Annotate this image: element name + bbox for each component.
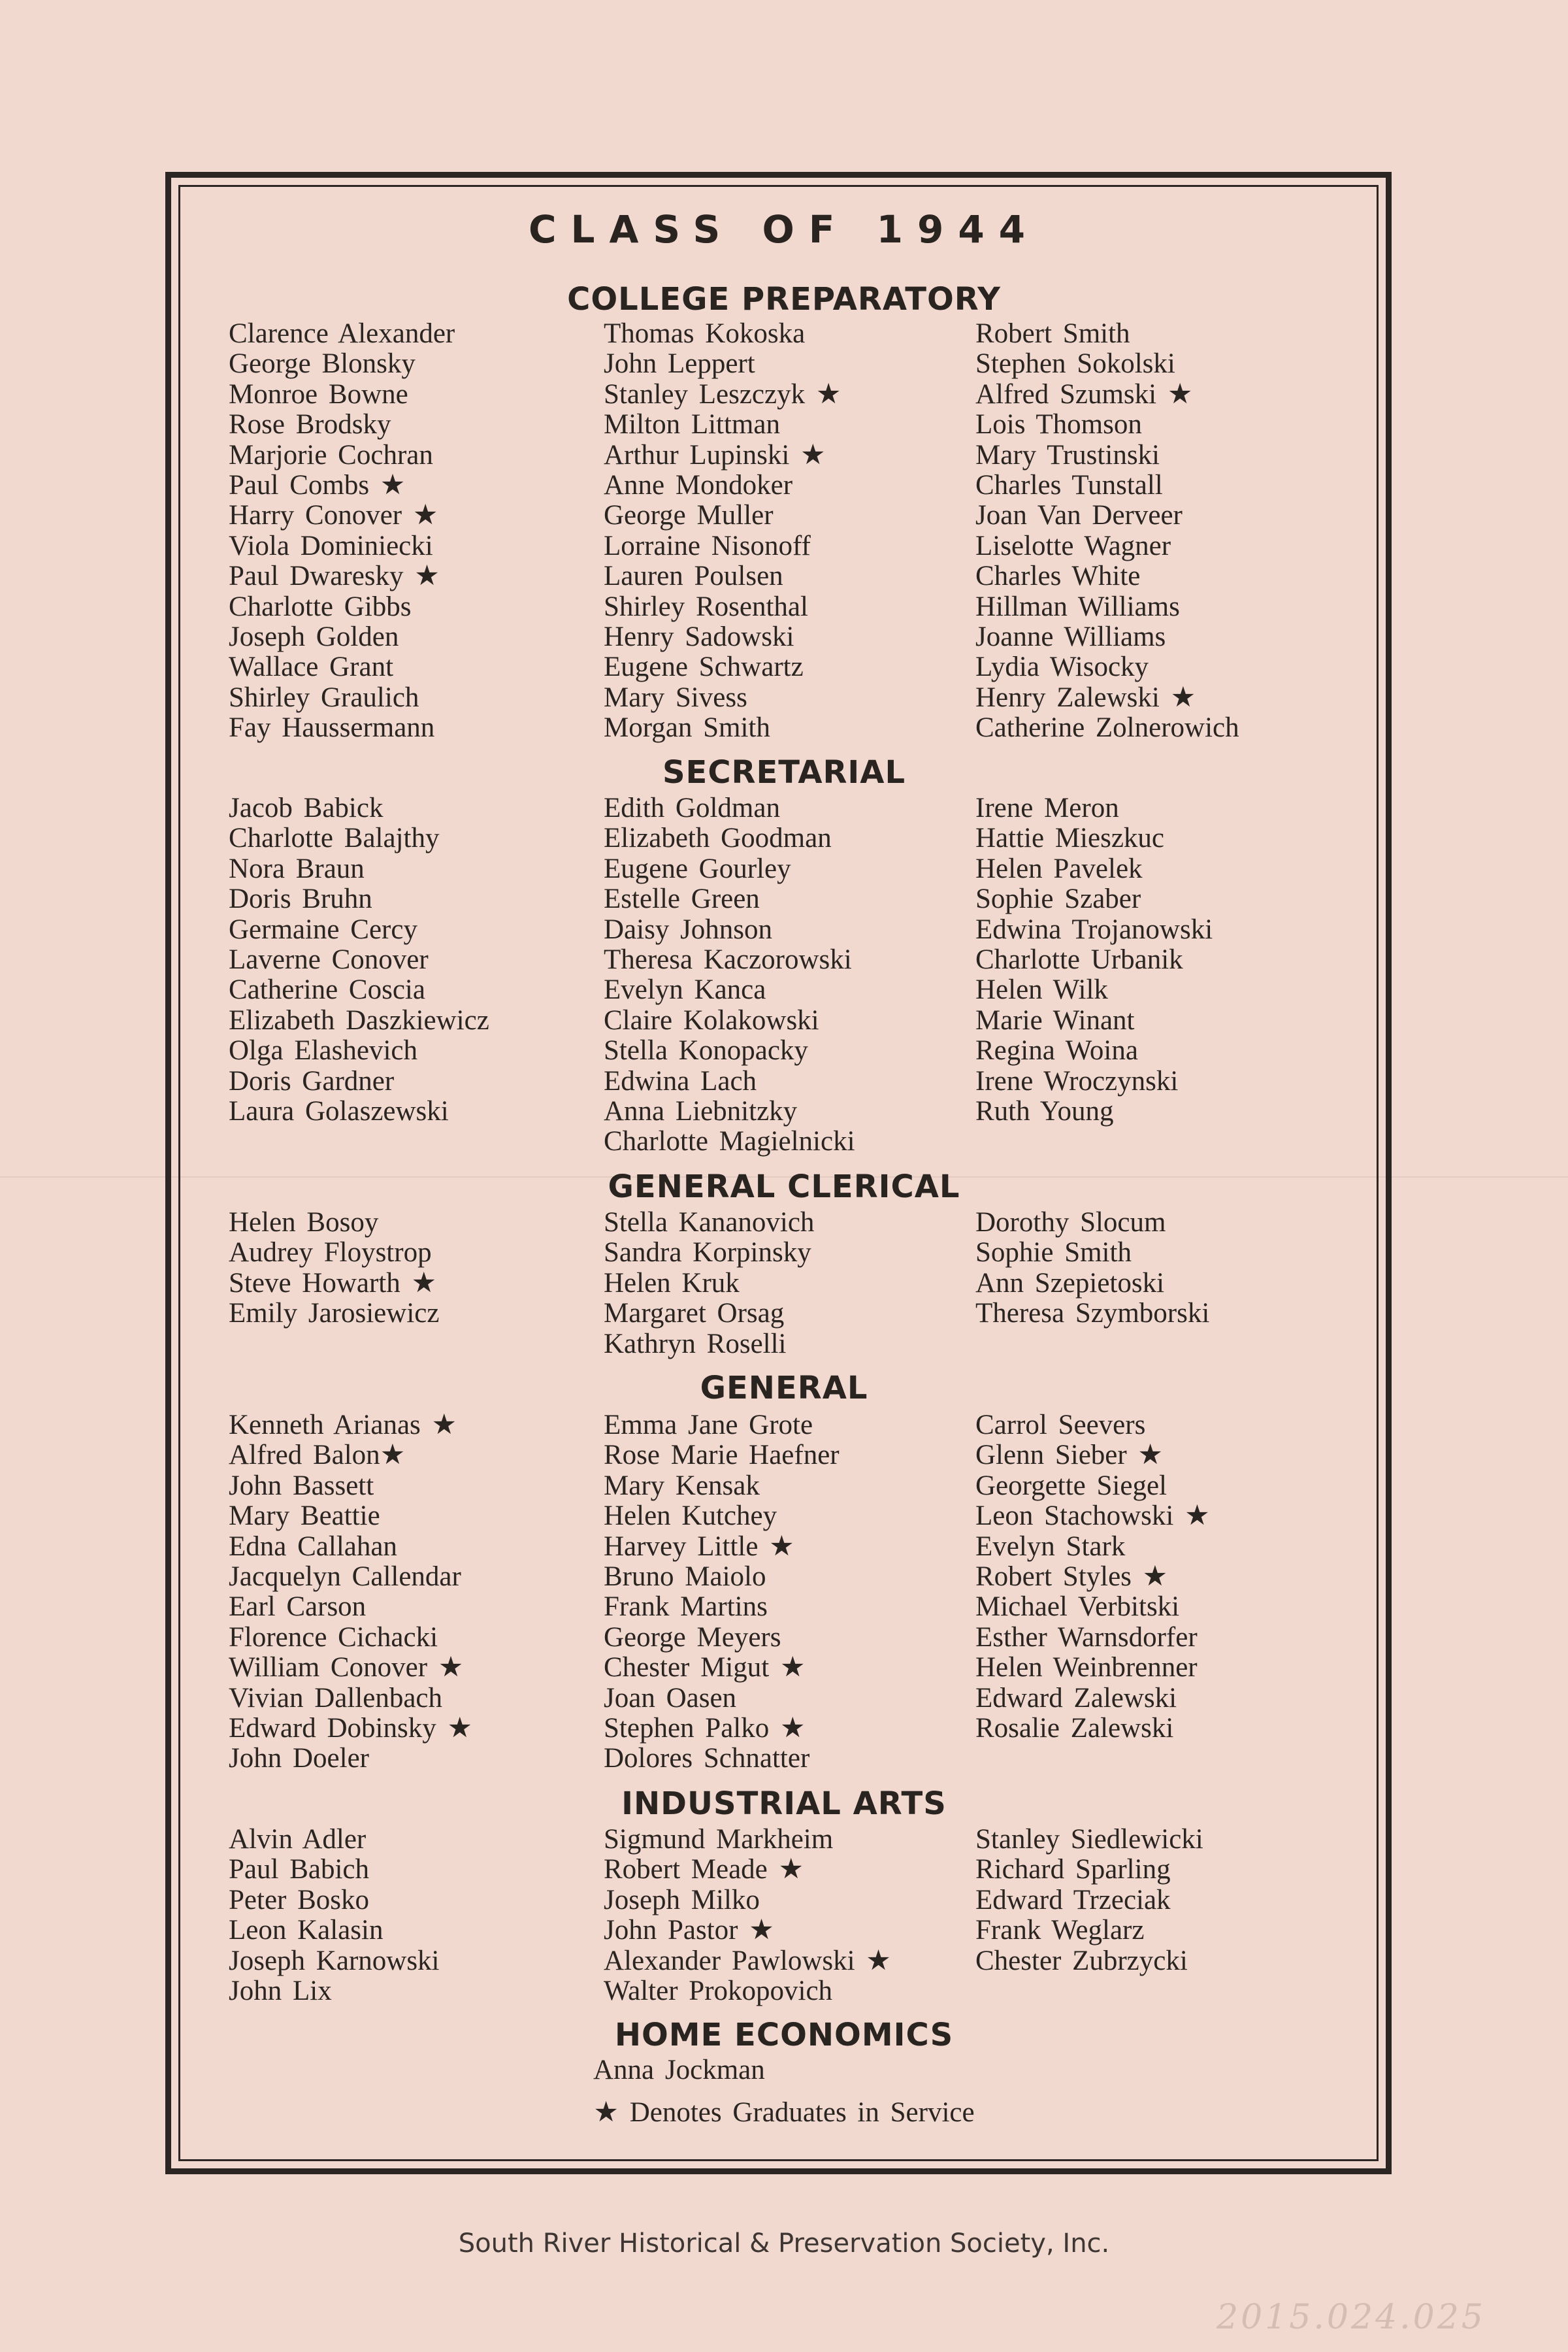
graduate-name: Robert Meade ★ bbox=[604, 1854, 804, 1885]
graduate-name: Edna Callahan bbox=[229, 1531, 397, 1562]
graduate-name: Lois Thomson bbox=[975, 409, 1142, 440]
name-list bbox=[593, 2055, 765, 2085]
name-list bbox=[975, 319, 1239, 743]
graduate-name: George Blonsky bbox=[229, 348, 416, 380]
graduate-name: Esther Warnsdorfer bbox=[975, 1621, 1198, 1653]
graduate-name: Margaret Orsag bbox=[604, 1298, 785, 1329]
graduate-name: Claire Kolakowski bbox=[604, 1004, 819, 1036]
graduate-name: Elizabeth Goodman bbox=[604, 823, 832, 854]
graduate-name: Frank Martins bbox=[604, 1591, 768, 1623]
graduate-name: Laura Golaszewski bbox=[229, 1095, 449, 1127]
graduate-name: Carrol Seevers bbox=[975, 1410, 1146, 1440]
graduate-name: Henry Sadowski bbox=[604, 621, 794, 652]
section-heading-home-economics: HOME ECONOMICS bbox=[614, 2017, 954, 2053]
graduate-name: Ann Szepietoski bbox=[975, 1267, 1165, 1299]
graduate-name: Catherine Coscia bbox=[229, 974, 425, 1006]
graduate-name: Anna Jockman bbox=[593, 2055, 765, 2085]
graduate-name: George Muller bbox=[604, 500, 774, 531]
graduate-name: Alvin Adler bbox=[229, 1824, 367, 1855]
graduate-name: Shirley Graulich bbox=[229, 682, 419, 713]
graduate-name: Georgette Siegel bbox=[975, 1470, 1167, 1501]
graduate-name: John Lix bbox=[229, 1975, 332, 2006]
page-title: CLASS OF 1944 bbox=[528, 207, 1040, 252]
graduate-name: Charlotte Balajthy bbox=[229, 823, 440, 854]
graduate-name: Charles White bbox=[975, 561, 1141, 592]
graduate-name: Leon Kalasin bbox=[229, 1915, 384, 1946]
graduate-name: Helen Wilk bbox=[975, 974, 1108, 1006]
graduate-name: Michael Verbitski bbox=[975, 1591, 1180, 1623]
graduate-name: Irene Meron bbox=[975, 793, 1119, 823]
graduate-name: Rose Brodsky bbox=[229, 409, 391, 440]
graduate-name: Robert Styles ★ bbox=[975, 1561, 1168, 1592]
section-heading-general: GENERAL bbox=[700, 1370, 868, 1406]
graduate-name: Sophie Szaber bbox=[975, 884, 1141, 915]
name-list bbox=[975, 793, 1213, 1127]
graduate-name: Irene Wroczynski bbox=[975, 1065, 1179, 1097]
graduate-name: Clarence Alexander bbox=[229, 318, 455, 349]
graduate-name: Milton Littman bbox=[604, 409, 780, 440]
graduate-name: Stephen Sokolski bbox=[975, 348, 1175, 380]
graduate-name: Sophie Smith bbox=[975, 1237, 1132, 1268]
graduate-name: Helen Kruk bbox=[604, 1267, 740, 1299]
graduate-name: Helen Pavelek bbox=[975, 853, 1143, 884]
graduate-name: Stella Kananovich bbox=[604, 1207, 815, 1238]
graduate-name: Earl Carson bbox=[229, 1591, 367, 1623]
graduate-name: Thomas Kokoska bbox=[604, 318, 806, 349]
graduate-name: Alfred Szumski ★ bbox=[975, 378, 1193, 410]
graduate-name: Rosalie Zalewski bbox=[975, 1712, 1174, 1744]
name-list bbox=[229, 793, 489, 1127]
graduate-name: Elizabeth Daszkiewicz bbox=[229, 1004, 489, 1036]
graduate-name: Leon Stachowski ★ bbox=[975, 1500, 1210, 1532]
graduate-name: Charles Tunstall bbox=[975, 469, 1163, 501]
graduate-name: John Leppert bbox=[604, 348, 755, 380]
graduate-name: George Meyers bbox=[604, 1621, 781, 1653]
graduate-name: Harry Conover ★ bbox=[229, 500, 438, 531]
graduate-name: Mary Sivess bbox=[604, 682, 747, 713]
name-list bbox=[229, 319, 455, 743]
section-heading-industrial-arts: INDUSTRIAL ARTS bbox=[621, 1785, 947, 1822]
graduate-name: Richard Sparling bbox=[975, 1854, 1171, 1885]
graduate-name: Jacquelyn Callendar bbox=[229, 1561, 461, 1592]
footer-credit: South River Historical & Preservation Society, Inc. bbox=[458, 2228, 1110, 2259]
graduate-name: Mary Trustinski bbox=[975, 439, 1160, 471]
graduate-name: Theresa Kaczorowski bbox=[604, 944, 852, 975]
graduate-name: Doris Bruhn bbox=[229, 884, 372, 915]
graduate-name: Doris Gardner bbox=[229, 1065, 395, 1097]
graduate-name: Monroe Bowne bbox=[229, 378, 408, 410]
graduate-name: Paul Combs ★ bbox=[229, 469, 406, 501]
graduate-name: Lorraine Nisonoff bbox=[604, 530, 811, 561]
graduate-name: Joseph Milko bbox=[604, 1884, 760, 1915]
graduate-name: Ruth Young bbox=[975, 1095, 1114, 1127]
graduate-name: Glenn Sieber ★ bbox=[975, 1440, 1163, 1471]
graduate-name: Shirley Rosenthal bbox=[604, 591, 808, 622]
graduate-name: Germaine Cercy bbox=[229, 914, 417, 945]
graduate-name: Edith Goldman bbox=[604, 793, 780, 823]
name-list bbox=[604, 1825, 891, 2006]
graduate-name: Nora Braun bbox=[229, 853, 365, 884]
graduate-name: Florence Cichacki bbox=[229, 1621, 438, 1653]
graduate-name: Daisy Johnson bbox=[604, 914, 773, 945]
graduate-name: Joan Van Derveer bbox=[975, 500, 1183, 531]
graduate-name: Chester Zubrzycki bbox=[975, 1945, 1188, 1976]
graduate-name: Mary Kensak bbox=[604, 1470, 760, 1501]
graduate-name: Edwina Lach bbox=[604, 1065, 757, 1097]
graduate-name: Steve Howarth ★ bbox=[229, 1267, 437, 1299]
service-note: ★ Denotes Graduates in Service bbox=[593, 2097, 975, 2128]
section-heading-secretarial: SECRETARIAL bbox=[662, 754, 906, 791]
graduate-name: Alfred Balon★ bbox=[229, 1440, 406, 1471]
graduate-name: Paul Babich bbox=[229, 1854, 369, 1885]
graduate-name: Catherine Zolnerowich bbox=[975, 712, 1239, 744]
graduate-name: Vivian Dallenbach bbox=[229, 1682, 442, 1714]
graduate-name: Marjorie Cochran bbox=[229, 439, 433, 471]
accession-number: 2015.024.025 bbox=[1217, 2298, 1486, 2337]
graduate-name: Frank Weglarz bbox=[975, 1915, 1145, 1946]
graduate-name: Helen Bosoy bbox=[229, 1207, 379, 1238]
graduate-name: Charlotte Urbanik bbox=[975, 944, 1183, 975]
name-list bbox=[975, 1208, 1209, 1329]
graduate-name: Henry Zalewski ★ bbox=[975, 682, 1196, 713]
graduate-name: Chester Migut ★ bbox=[604, 1652, 806, 1683]
name-list bbox=[229, 1208, 439, 1329]
graduate-name: Marie Winant bbox=[975, 1004, 1135, 1036]
graduate-name: Kathryn Roselli bbox=[604, 1328, 787, 1359]
graduate-name: Peter Bosko bbox=[229, 1884, 370, 1915]
graduate-name: Audrey Floystrop bbox=[229, 1237, 432, 1268]
graduate-name: Joan Oasen bbox=[604, 1682, 737, 1714]
graduate-name: Liselotte Wagner bbox=[975, 530, 1171, 561]
graduate-name: Emily Jarosiewicz bbox=[229, 1298, 440, 1329]
name-list bbox=[604, 1410, 840, 1774]
graduate-name: Theresa Szymborski bbox=[975, 1298, 1210, 1329]
graduate-name: Mary Beattie bbox=[229, 1500, 380, 1532]
graduate-name: Evelyn Stark bbox=[975, 1531, 1126, 1562]
section-heading-college-preparatory: COLLEGE PREPARATORY bbox=[567, 281, 1001, 318]
graduate-name: Viola Dominiecki bbox=[229, 530, 433, 561]
graduate-name: Alexander Pawlowski ★ bbox=[604, 1945, 891, 1976]
graduate-name: Lauren Poulsen bbox=[604, 561, 783, 592]
graduate-name: Sigmund Markheim bbox=[604, 1824, 834, 1855]
graduate-name: Harvey Little ★ bbox=[604, 1531, 794, 1562]
graduate-name: Edward Zalewski bbox=[975, 1682, 1177, 1714]
graduate-name: Dolores Schnatter bbox=[604, 1743, 810, 1774]
graduate-name: Lydia Wisocky bbox=[975, 652, 1149, 683]
graduate-name: Walter Prokopovich bbox=[604, 1975, 833, 2006]
graduate-name: Helen Kutchey bbox=[604, 1500, 777, 1532]
graduate-name: Joseph Golden bbox=[229, 621, 399, 652]
name-list bbox=[604, 319, 841, 743]
graduate-name: Stella Konopacky bbox=[604, 1035, 808, 1067]
graduate-name: Dorothy Slocum bbox=[975, 1207, 1166, 1238]
graduate-name: Laverne Conover bbox=[229, 944, 429, 975]
graduate-name: Anne Mondoker bbox=[604, 469, 793, 501]
name-list bbox=[975, 1825, 1203, 1976]
graduate-name: Sandra Korpinsky bbox=[604, 1237, 811, 1268]
graduate-name: Stephen Palko ★ bbox=[604, 1712, 806, 1744]
graduate-name: Stanley Siedlewicki bbox=[975, 1824, 1203, 1855]
name-list bbox=[229, 1410, 472, 1774]
name-list bbox=[604, 1208, 814, 1359]
graduate-name: Joseph Karnowski bbox=[229, 1945, 440, 1976]
graduate-name: Helen Weinbrenner bbox=[975, 1652, 1198, 1683]
graduate-name: Anna Liebnitzky bbox=[604, 1095, 798, 1127]
graduate-name: Evelyn Kanca bbox=[604, 974, 766, 1006]
graduate-name: Robert Smith bbox=[975, 318, 1130, 349]
graduate-name: John Bassett bbox=[229, 1470, 374, 1501]
graduate-name: Jacob Babick bbox=[229, 793, 384, 823]
graduate-name: William Conover ★ bbox=[229, 1652, 464, 1683]
graduate-name: John Doeler bbox=[229, 1743, 369, 1774]
graduate-name: Stanley Leszczyk ★ bbox=[604, 378, 841, 410]
graduate-name: John Pastor ★ bbox=[604, 1915, 774, 1946]
graduate-name: Charlotte Magielnicki bbox=[604, 1126, 855, 1157]
name-list bbox=[604, 793, 855, 1157]
graduate-name: Edward Dobinsky ★ bbox=[229, 1712, 473, 1744]
graduate-name: Edward Trzeciak bbox=[975, 1884, 1171, 1915]
graduate-name: Morgan Smith bbox=[604, 712, 770, 744]
graduate-name: Arthur Lupinski ★ bbox=[604, 439, 826, 471]
graduate-name: Paul Dwaresky ★ bbox=[229, 561, 440, 592]
graduate-name: Wallace Grant bbox=[229, 652, 394, 683]
graduate-name: Bruno Maiolo bbox=[604, 1561, 766, 1592]
graduate-name: Eugene Gourley bbox=[604, 853, 791, 884]
section-heading-general-clerical: GENERAL CLERICAL bbox=[608, 1168, 960, 1205]
name-list bbox=[229, 1825, 440, 2006]
graduate-name: Joanne Williams bbox=[975, 621, 1166, 652]
graduate-name: Emma Jane Grote bbox=[604, 1410, 813, 1440]
graduate-name: Fay Haussermann bbox=[229, 712, 435, 744]
graduate-name: Hattie Mieszkuc bbox=[975, 823, 1164, 854]
graduate-name: Rose Marie Haefner bbox=[604, 1440, 840, 1471]
graduate-name: Kenneth Arianas ★ bbox=[229, 1410, 457, 1440]
graduate-name: Estelle Green bbox=[604, 884, 760, 915]
graduate-name: Charlotte Gibbs bbox=[229, 591, 412, 622]
graduate-name: Edwina Trojanowski bbox=[975, 914, 1213, 945]
name-list bbox=[975, 1410, 1210, 1744]
graduate-name: Hillman Williams bbox=[975, 591, 1180, 622]
graduate-name: Eugene Schwartz bbox=[604, 652, 804, 683]
graduate-name: Regina Woina bbox=[975, 1035, 1138, 1067]
graduate-name: Olga Elashevich bbox=[229, 1035, 417, 1067]
